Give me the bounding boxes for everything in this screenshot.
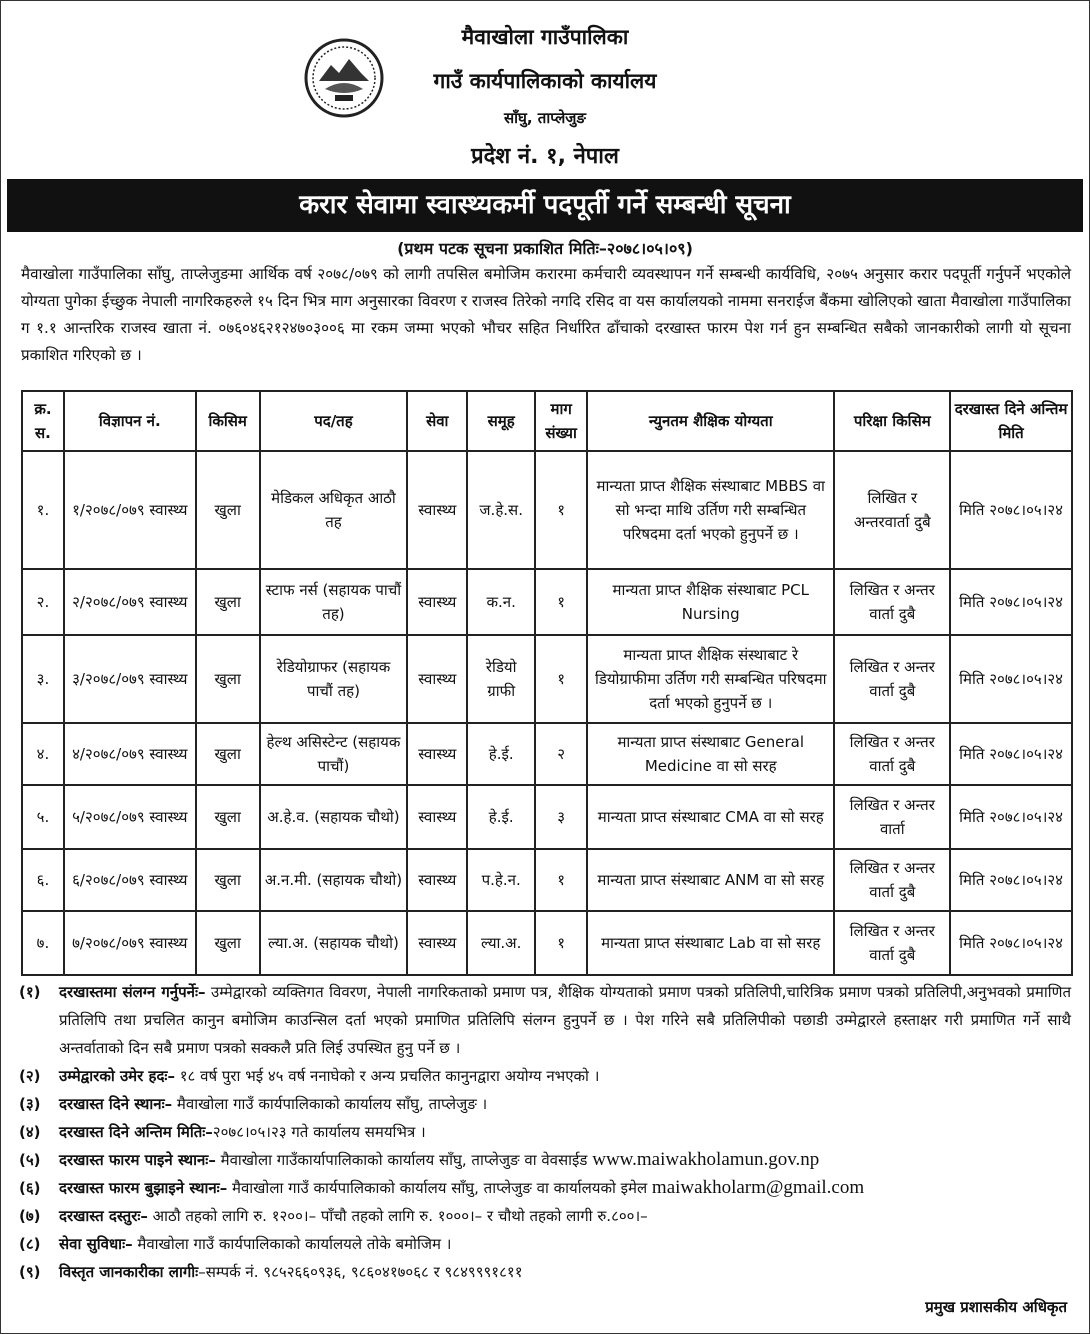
note-item <box>19 1230 1071 1258</box>
cell-qualification: मान्यता प्राप्त संस्थाबाट Lab वा सो सरह <box>587 911 834 975</box>
note-label: दरखास्त दिने स्थानः– <box>59 1095 173 1113</box>
vacancy-table <box>21 390 1073 976</box>
cell-adv-no: ४/२०७८/०७९ स्वास्थ्य <box>64 723 196 785</box>
cell-deadline: मिति २०७८।०५।२४ <box>950 785 1072 849</box>
note-label: दरखास्त दिने अन्तिम मितिः– <box>59 1123 213 1141</box>
note-item <box>19 1202 1071 1230</box>
header-qualification: न्युनतम शैक्षिक योग्यता <box>587 391 834 451</box>
signature-title: प्रमुख प्रशासकीय अधिकृत <box>925 1298 1067 1316</box>
cell-group: ल्या.अ. <box>467 911 535 975</box>
note-text: २०७८।०५।२३ गते कार्यालय समयभित्र । <box>212 1123 426 1141</box>
note-label: विस्तृत जानकारीका लागीः <box>59 1263 199 1281</box>
cell-count: १ <box>535 635 587 723</box>
note-label: दरखास्त दस्तुरः– <box>59 1207 148 1225</box>
table-row <box>22 569 1072 635</box>
cell-type: खुला <box>196 785 260 849</box>
cell-sn: २. <box>22 569 64 635</box>
cell-deadline: मिति २०७८।०५।२४ <box>950 911 1072 975</box>
header-deadline: दरखास्त दिने अन्तिम मिति <box>950 391 1072 451</box>
cell-service: स्वास्थ्य <box>407 849 467 911</box>
cell-deadline: मिति २०७८।०५।२४ <box>950 569 1072 635</box>
note-item <box>19 978 1071 1062</box>
cell-service: स्वास्थ्य <box>407 785 467 849</box>
cell-deadline: मिति २०७८।०५।२४ <box>950 451 1072 569</box>
header-type: किसिम <box>196 391 260 451</box>
note-text: मैवाखोला गाउँकार्यापालिकाको कार्यालय साँघु, ताप्लेजुङ वा वेवसाईड <box>215 1151 593 1169</box>
note-number: (९) <box>19 1263 41 1281</box>
cell-sn: ३. <box>22 635 64 723</box>
cell-type: खुला <box>196 451 260 569</box>
note-item <box>19 1258 1071 1286</box>
cell-qualification: मान्यता प्राप्त शैक्षिक संस्थाबाट MBBS वा सो भन्दा माथि उर्तिण गरी सम्बन्धित परिषदमा दर्ता भएको हुनुपर्ने छ । <box>587 451 834 569</box>
cell-exam: लिखित र अन्तर वार्ता दुबै <box>834 911 950 975</box>
cell-group: प.हे.न. <box>467 849 535 911</box>
note-label: दरखास्त फारम बुझाइने स्थानः– <box>59 1179 228 1197</box>
cell-qualification: मान्यता प्राप्त संस्थाबाट ANM वा सो सरह <box>587 849 834 911</box>
note-label: दरखास्त फारम पाइने स्थानः– <box>59 1151 216 1169</box>
website-link[interactable]: www.maiwakholamun.gov.np <box>592 1149 820 1170</box>
office-name: गाउँ कार्यपालिकाको कार्यालय <box>433 69 657 93</box>
cell-exam: लिखित र अन्तर वार्ता दुबै <box>834 635 950 723</box>
cell-qualification: मान्यता प्राप्त शैक्षिक संस्थाबाट रे डियोग्राफीमा उर्तिण गरी सम्बन्धित परिषदमा दर्ता भएको हुनुपर्ने छ । <box>587 635 834 723</box>
header <box>1 9 1089 179</box>
cell-group: हे.ई. <box>467 785 535 849</box>
notice-title: करार सेवामा स्वास्थ्यकर्मी पदपूर्ती गर्ने सम्बन्धी सूचना <box>7 179 1083 232</box>
header-adv-no: विज्ञापन नं. <box>64 391 196 451</box>
cell-type: खुला <box>196 723 260 785</box>
note-text: मैवाखोला गाउँ कार्यपालिकाको कार्यालय साँघु, ताप्लेजुङ । <box>172 1095 488 1113</box>
table-row <box>22 911 1072 975</box>
note-number: (३) <box>19 1095 41 1113</box>
cell-count: ३ <box>535 785 587 849</box>
cell-qualification: मान्यता प्राप्त संस्थाबाट General Medicine वा सो सरह <box>587 723 834 785</box>
cell-sn: ७. <box>22 911 64 975</box>
cell-service: स्वास्थ्य <box>407 723 467 785</box>
header-sn: क्र. स. <box>22 391 64 451</box>
cell-adv-no: २/२०७८/०७९ स्वास्थ्य <box>64 569 196 635</box>
table-row <box>22 723 1072 785</box>
cell-adv-no: १/२०७८/०७९ स्वास्थ्य <box>64 451 196 569</box>
cell-service: स्वास्थ्य <box>407 451 467 569</box>
note-text: मैवाखोला गाउँ कार्यपालिकाको कार्यालयले तोके बमोजिम । <box>132 1235 452 1253</box>
cell-exam: लिखित र अन्तर वार्ता दुबै <box>834 849 950 911</box>
note-number: (४) <box>19 1123 41 1141</box>
cell-sn: १. <box>22 451 64 569</box>
note-item <box>19 1146 1071 1174</box>
cell-post: मेडिकल अधिकृत आठौ तह <box>260 451 408 569</box>
cell-post: अ.हे.व. (सहायक चौथो) <box>260 785 408 849</box>
cell-qualification: मान्यता प्राप्त संस्थाबाट CMA वा सो सरह <box>587 785 834 849</box>
cell-group: रेडियो ग्राफी <box>467 635 535 723</box>
cell-type: खुला <box>196 635 260 723</box>
cell-type: खुला <box>196 569 260 635</box>
cell-post: स्टाफ नर्स (सहायक पाचौं तह) <box>260 569 408 635</box>
note-item <box>19 1118 1071 1146</box>
note-number: (७) <box>19 1207 41 1225</box>
cell-post: अ.न.मी. (सहायक चौथो) <box>260 849 408 911</box>
header-count: माग संख्या <box>535 391 587 451</box>
note-text: –सम्पर्क नं. ९८५२६६०९३६, ९८६०४१७०६८ र ९८४९९९१८११ <box>198 1263 523 1281</box>
cell-adv-no: ७/२०७८/०७९ स्वास्थ्य <box>64 911 196 975</box>
note-text: उम्मेद्वारको व्यक्तिगत विवरण, नेपाली नागरिकताको प्रमाण पत्र, शैक्षिक योग्यताको प्रमाण पत्रको प्रतिलिपी,चारित्रिक प्रमाण पत्रको प्रतिलिपी,अनुभवको प्रमाणित प्रतिलिपि तथा प्रचलित कानुन बमोजिम काउन्सिल दर्ता भएको प्रमाणित प्रतिलिपि संलग्न हुनुपर्ने छ । पेश गरिने सबै प्रतिलिपीको पछाडी उम्मेद्वारले हस्ताक्षर गरी प्रमाणित गर्ने साथै अन्तर्वाताको दिन सबै प्रमाण पत्रको सक्कलै प्रति लिई उपस्थित हुनु पर्ने छ । <box>59 983 1072 1057</box>
note-number: (८) <box>19 1235 41 1253</box>
cell-post: हेल्थ असिस्टेन्ट (सहायक पाचौं) <box>260 723 408 785</box>
cell-service: स्वास्थ्य <box>407 569 467 635</box>
cell-group: क.न. <box>467 569 535 635</box>
note-number: (१) <box>19 983 41 1001</box>
header-post: पद/तह <box>260 391 408 451</box>
cell-post: ल्या.अ. (सहायक चौथो) <box>260 911 408 975</box>
cell-exam: लिखित र अन्तर वार्ता <box>834 785 950 849</box>
cell-service: स्वास्थ्य <box>407 635 467 723</box>
intro-paragraph: मैवाखोला गाउँपालिका साँघु, ताप्लेजुङमा आर्थिक वर्ष २०७८/०७९ को लागी तपसिल बमोजिम करारमा कर्मचारी व्यवस्थापन गर्ने सम्बन्धी कार्यविधि, २०७५ अनुसार करार पदपूर्ती गर्नुपर्ने भएकोले योग्यता पुगेका ईच्छुक नेपाली नागरिकहरुले १५ दिन भित्र माग अनुसारका विवरण र राजस्व तिरेको नगदि रसिद वा यस कार्यालयको नाममा सनराईज बैंकमा खोलिएको खाता मैवाखोला गाउँपालिका ग १.१ आन्तरिक राजस्व खाता नं. ०७६०४६२१२४७०३००६ मा रकम जम्मा भएको भौचर सहित निर्धारित ढाँचाको दरखास्त फारम पेश गर्न हुन सम्बन्धित सबैको जानकारीको लागी यो सूचना प्रकाशित गरिएको छ । <box>21 265 1071 364</box>
header-exam: परिक्षा किसिम <box>834 391 950 451</box>
notes-list <box>19 978 1071 1286</box>
note-number: (५) <box>19 1151 41 1169</box>
cell-deadline: मिति २०७८।०५।२४ <box>950 723 1072 785</box>
note-label: दरखास्तमा संलग्न गर्नुपर्नेः– <box>59 983 206 1001</box>
cell-count: १ <box>535 569 587 635</box>
note-text: १८ वर्ष पुरा भई ४५ वर्ष ननाघेको र अन्य प्रचलित कानुनद्वारा अयोग्य नभएको । <box>174 1067 600 1085</box>
cell-adv-no: ५/२०७८/०७९ स्वास्थ्य <box>64 785 196 849</box>
note-text: मैवाखोला गाउँ कार्यपालिकाको कार्यालय साँघु, ताप्लेजुङ वा कार्यालयको इमेल <box>227 1179 652 1197</box>
cell-count: १ <box>535 451 587 569</box>
email-link[interactable]: maiwakholarm@gmail.com <box>651 1177 865 1198</box>
cell-sn: ६. <box>22 849 64 911</box>
header-group: समूह <box>467 391 535 451</box>
province: प्रदेश नं. १, नेपाल <box>471 144 619 169</box>
cell-group: ज.हे.स. <box>467 451 535 569</box>
table-row <box>22 635 1072 723</box>
cell-count: २ <box>535 723 587 785</box>
org-name: मैवाखोला गाउँपालिका <box>461 25 629 49</box>
table-header-row <box>22 391 1072 451</box>
note-item <box>19 1174 1071 1202</box>
note-text: आठौ तहको लागि रु. १२००।– पाँचौ तहको लागि रु. १०००।– र चौथो तहको लागी रु.८००।– <box>147 1207 648 1225</box>
cell-sn: ५. <box>22 785 64 849</box>
cell-count: १ <box>535 911 587 975</box>
cell-deadline: मिति २०७८।०५।२४ <box>950 849 1072 911</box>
note-number: (२) <box>19 1067 41 1085</box>
note-label: सेवा सुविधाः– <box>59 1235 133 1253</box>
cell-sn: ४. <box>22 723 64 785</box>
table-row <box>22 849 1072 911</box>
note-item <box>19 1090 1071 1118</box>
address: साँघु, ताप्लेजुङ <box>504 109 586 127</box>
cell-deadline: मिति २०७८।०५।२४ <box>950 635 1072 723</box>
cell-exam: लिखित र अन्तर वार्ता दुबै <box>834 723 950 785</box>
note-item <box>19 1062 1071 1090</box>
table-row <box>22 451 1072 569</box>
cell-type: खुला <box>196 911 260 975</box>
cell-group: हे.ई. <box>467 723 535 785</box>
note-number: (६) <box>19 1179 41 1197</box>
publish-date-line: (प्रथम पटक सूचना प्रकाशित मितिः–२०७८।०५।०९) <box>397 239 693 258</box>
table-row <box>22 785 1072 849</box>
cell-type: खुला <box>196 849 260 911</box>
note-label: उम्मेद्वारको उमेर हदः– <box>59 1067 175 1085</box>
cell-adv-no: ६/२०७८/०७९ स्वास्थ्य <box>64 849 196 911</box>
header-service: सेवा <box>407 391 467 451</box>
cell-adv-no: ३/२०७८/०७९ स्वास्थ्य <box>64 635 196 723</box>
cell-count: १ <box>535 849 587 911</box>
cell-post: रेडियोग्राफर (सहायक पाचौं तह) <box>260 635 408 723</box>
cell-exam: लिखित र अन्तरवार्ता दुबै <box>834 451 950 569</box>
cell-exam: लिखित र अन्तर वार्ता दुबै <box>834 569 950 635</box>
cell-qualification: मान्यता प्राप्त शैक्षिक संस्थाबाट PCL Nursing <box>587 569 834 635</box>
cell-service: स्वास्थ्य <box>407 911 467 975</box>
